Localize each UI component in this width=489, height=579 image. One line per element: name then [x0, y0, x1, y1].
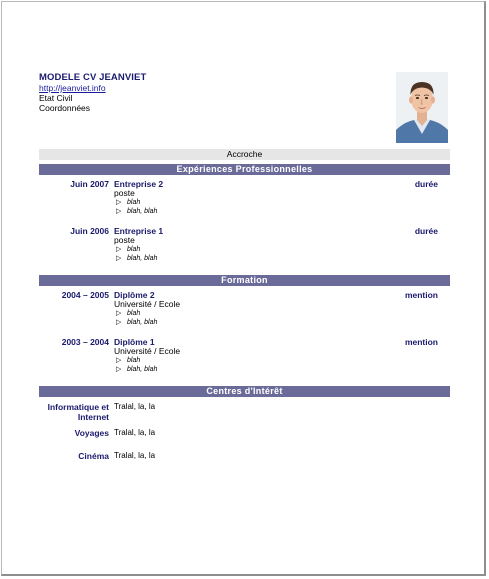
entry-date: Juin 2006	[70, 226, 109, 236]
list-item: ▷ blah	[116, 246, 141, 253]
entry-role: poste	[114, 188, 135, 198]
section-formation: Formation	[39, 275, 450, 286]
section-interests: Centres d'Intérêt	[39, 386, 450, 397]
interest-value: Tralal, la, la	[114, 428, 156, 437]
formation-entry	[39, 337, 450, 374]
entry-title: Diplôme 1	[114, 337, 155, 347]
person-portrait-icon	[396, 72, 448, 143]
experience-entry	[39, 226, 450, 263]
cv-name: MODELE CV JEANVIET	[39, 72, 147, 83]
cv-header	[39, 72, 450, 144]
list-item: ▷ blah	[116, 199, 141, 206]
website-link[interactable]: http://jeanviet.info	[39, 83, 106, 93]
coordonnees: Coordonnées	[39, 103, 91, 113]
list-item: ▷ blah, blah	[116, 255, 158, 262]
interest-value: Tralal, la, la	[114, 451, 156, 460]
triangle-right-outline-icon: ▷	[116, 199, 122, 206]
entry-title: Diplôme 2	[114, 290, 155, 300]
list-item: ▷ blah, blah	[116, 366, 158, 373]
entry-school: Université / Ecole	[114, 299, 181, 309]
entry-duration: durée	[414, 226, 438, 236]
accroche-bar: Accroche	[39, 149, 450, 160]
interest-row	[39, 402, 450, 426]
list-item: ▷ blah, blah	[116, 208, 158, 215]
triangle-right-outline-icon: ▷	[116, 255, 122, 262]
entry-role: poste	[114, 235, 135, 245]
entry-date: 2003 – 2004	[61, 337, 109, 347]
list-item: ▷ blah, blah	[116, 319, 158, 326]
etat-civil: Etat Civil	[39, 93, 73, 103]
triangle-right-outline-icon: ▷	[116, 357, 122, 364]
entry-mention: mention	[404, 290, 438, 300]
interest-label: Voyages	[74, 428, 109, 438]
list-item: ▷ blah	[116, 310, 141, 317]
entry-title: Entreprise 2	[114, 179, 164, 189]
entry-date: Juin 2007	[70, 179, 109, 189]
interest-row	[39, 428, 450, 448]
triangle-right-outline-icon: ▷	[116, 366, 122, 373]
entry-title: Entreprise 1	[114, 226, 164, 236]
list-item: ▷ blah	[116, 357, 141, 364]
cv-content	[39, 72, 450, 463]
triangle-right-outline-icon: ▷	[116, 246, 122, 253]
interest-row	[39, 451, 450, 463]
profile-photo	[396, 72, 448, 143]
entry-date: 2004 – 2005	[61, 290, 109, 300]
interest-label: Cinéma	[78, 451, 109, 461]
experience-entry	[39, 179, 450, 216]
entry-school: Université / Ecole	[114, 346, 181, 356]
entry-mention: mention	[404, 337, 438, 347]
entry-duration: durée	[414, 179, 438, 189]
formation-entry	[39, 290, 450, 327]
interest-label: Informatique et Internet	[47, 402, 109, 422]
triangle-right-outline-icon: ▷	[116, 208, 122, 215]
section-experiences: Expériences Professionnelles	[39, 164, 450, 175]
triangle-right-outline-icon: ▷	[116, 319, 122, 326]
interest-value: Tralal, la, la	[114, 402, 156, 411]
triangle-right-outline-icon: ▷	[116, 310, 122, 317]
